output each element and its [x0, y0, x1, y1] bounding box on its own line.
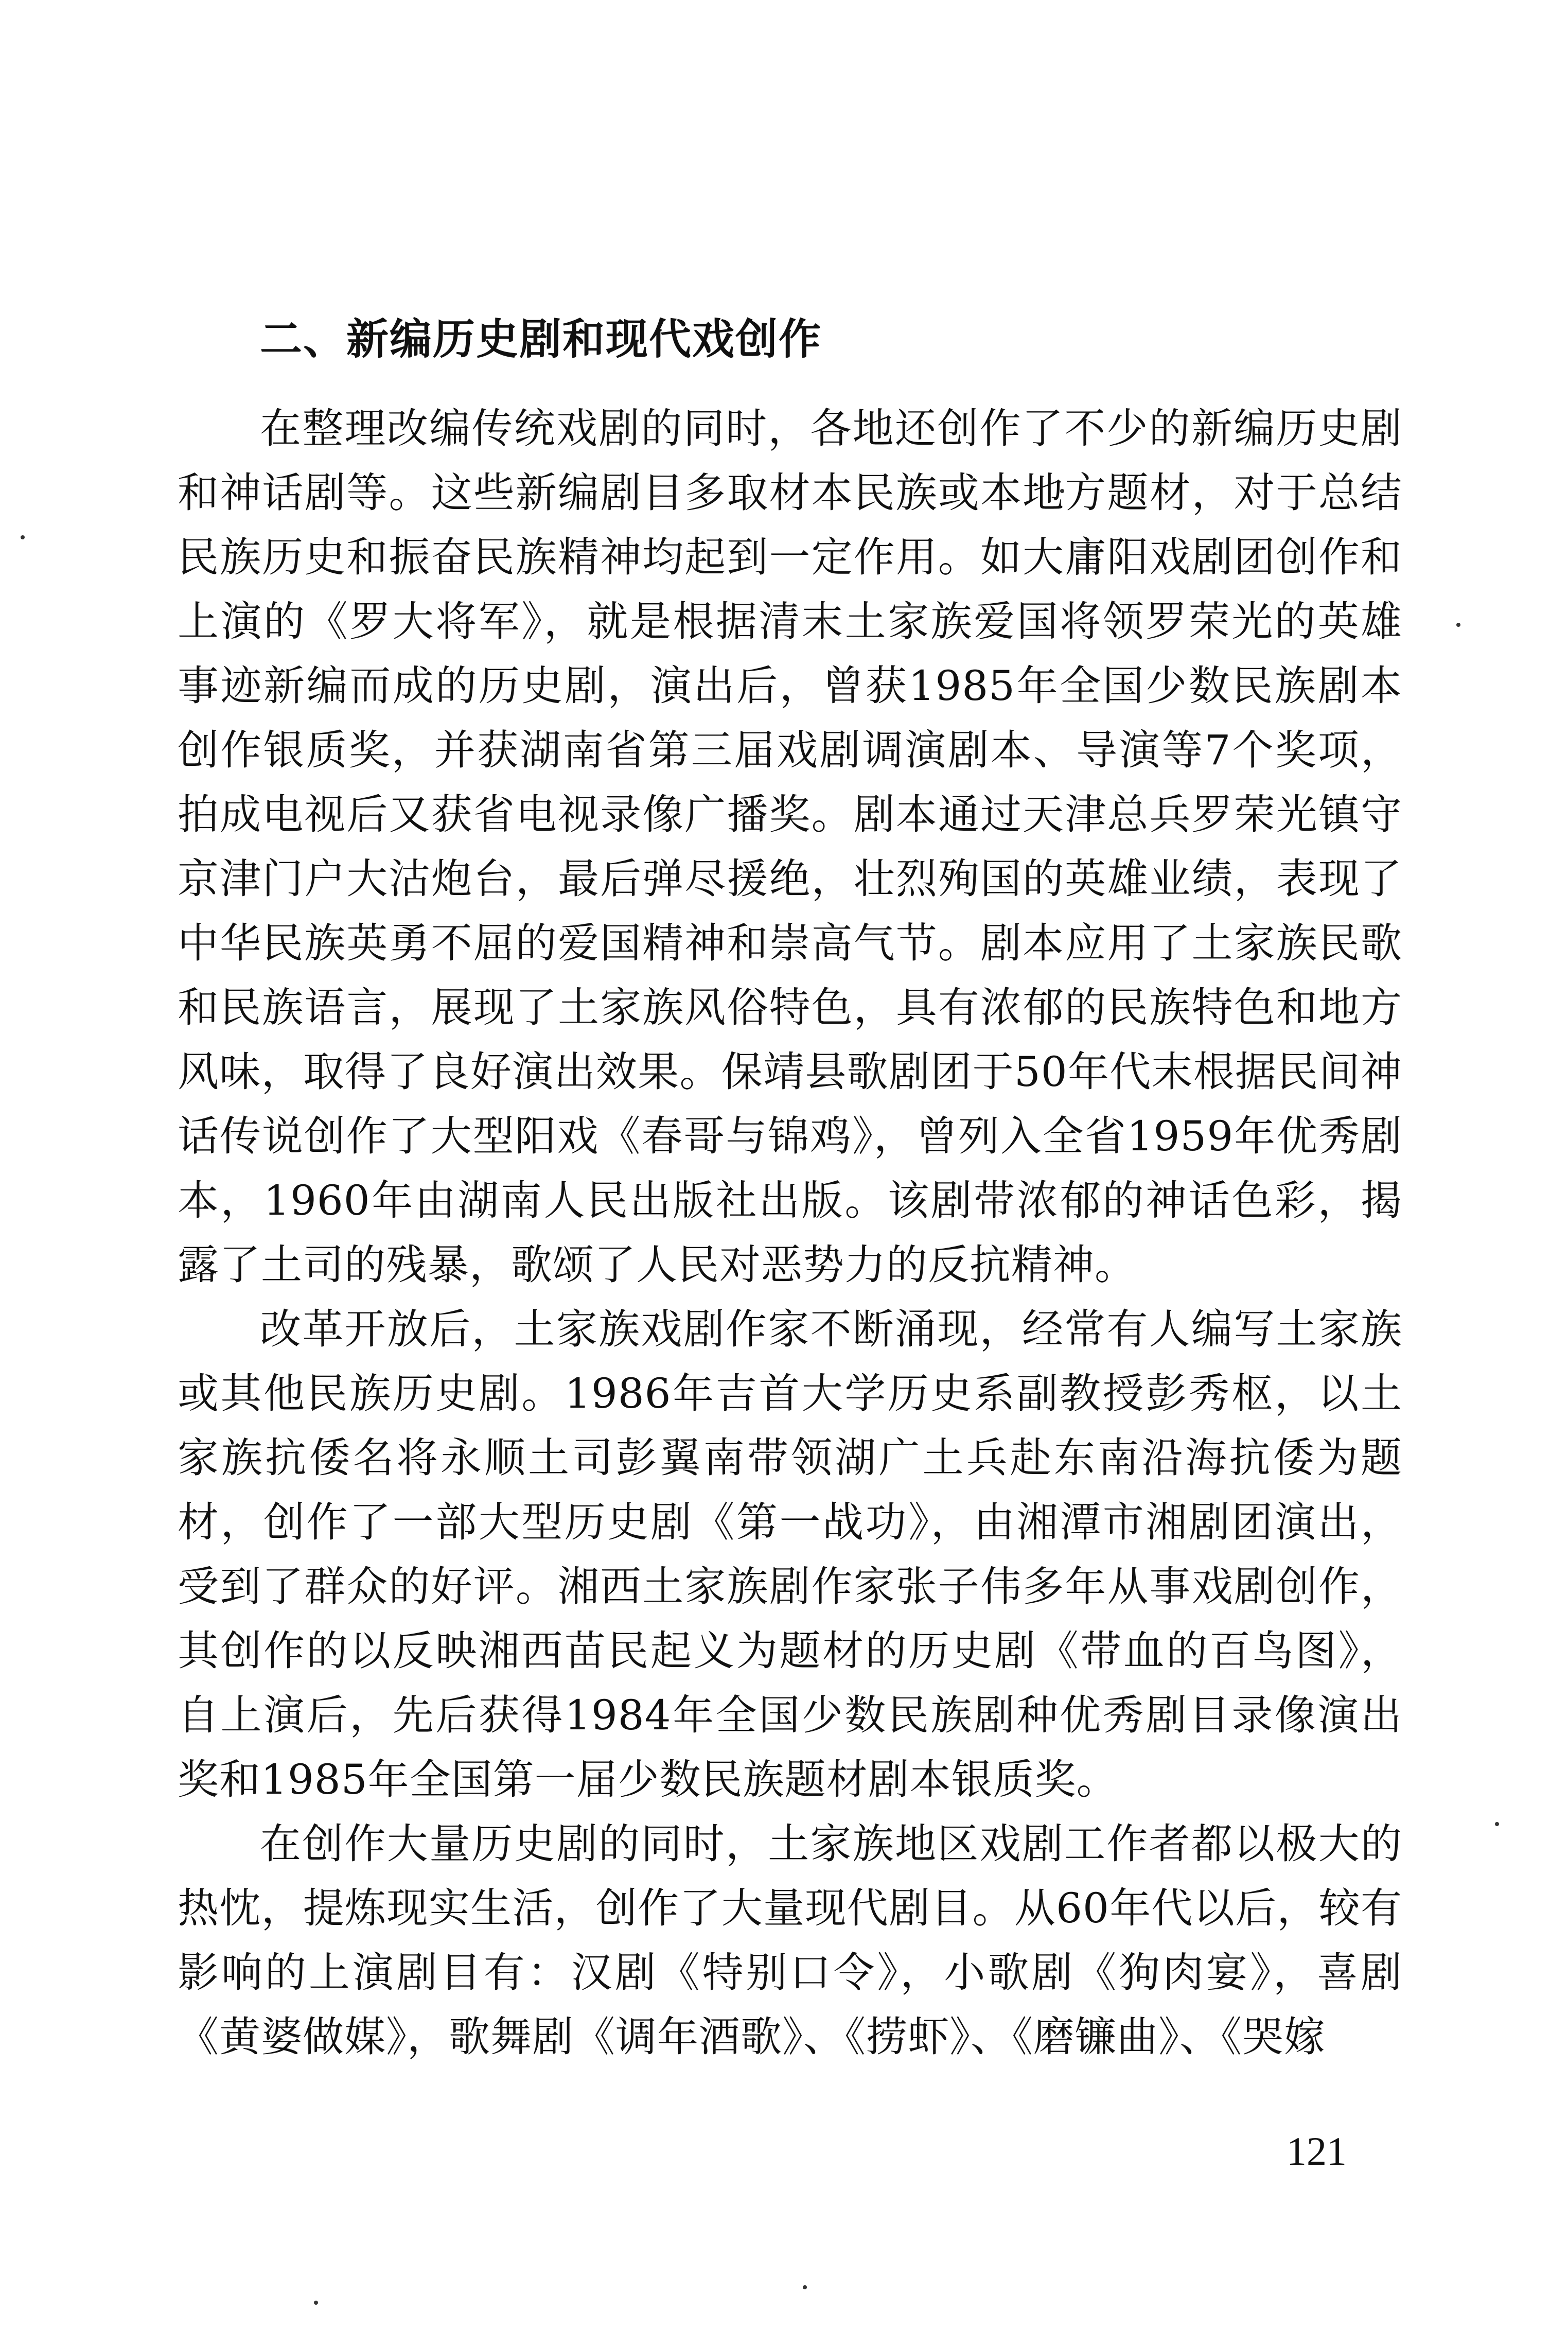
scan-speck: [21, 535, 25, 539]
body-paragraph-1: 在整理改编传统戏剧的同时，各地还创作了不少的新编历史剧和神话剧等。这些新编剧目多取材本民族或本地方题材，对于总结民族历史和振奋民族精神均起到一定作用。如大庸阳戏剧团创作和上演的《罗大将军》，就是根据清末土家族爱国将领罗荣光的英雄事迹新编而成的历史剧，演出后，曾获1985年全国少数民族剧本创作银质奖，并获湖南省第三届戏剧调演剧本、导演等7个奖项，拍成电视后又获省电视录像广播奖。剧本通过天津总兵罗荣光镇守京津门户大沽炮台，最后弹尽援绝，壮烈殉国的英雄业绩，表现了中华民族英勇不屈的爱国精神和崇高气节。剧本应用了土家族民歌和民族语言，展现了土家族风俗特色，具有浓郁的民族特色和地方风味，取得了良好演出效果。保靖县歌剧团于50年代末根据民间神话传说创作了大型阳戏《春哥与锦鸡》，曾列入全省1959年优秀剧本，1960年由湖南人民出版社出版。该剧带浓郁的神话色彩，揭露了土司的残暴，歌颂了人民对恶势力的反抗精神。: [178, 405, 1402, 1289]
page-content: [178, 309, 1402, 2069]
body-paragraph-3: 在创作大量历史剧的同时，土家族地区戏剧工作者都以极大的热忱，提炼现实生活，创作了大量现代剧目。从60年代以后，较有影响的上演剧目有：汉剧《特别口令》，小歌剧《狗肉宴》，喜剧《黄婆做媒》，歌舞剧《调年酒歌》、《捞虾》、《磨镰曲》、《哭嫁: [178, 1820, 1402, 2061]
scan-speck: [314, 2301, 318, 2305]
scan-speck: [1495, 1822, 1499, 1826]
section-heading: 二、新编历史剧和现代戏创作: [260, 315, 822, 364]
scan-speck: [803, 2285, 807, 2289]
scan-speck: [1456, 623, 1460, 627]
body-paragraph-2: 改革开放后，土家族戏剧作家不断涌现，经常有人编写土家族或其他民族历史剧。1986年吉首大学历史系副教授彭秀枢，以土家族抗倭名将永顺土司彭翼南带领湖广土兵赴东南沿海抗倭为题材，创作了一部大型历史剧《第一战功》，由湘潭市湘剧团演出，受到了群众的好评。湘西土家族剧作家张子伟多年从事戏剧创作，其创作的以反映湘西苗民起义为题材的历史剧《带血的百鸟图》，自上演后，先后获得1984年全国少数民族剧种优秀剧目录像演出奖和1985年全国第一届少数民族题材剧本银质奖。: [178, 1305, 1402, 1803]
page-number: 121: [1287, 2129, 1347, 2174]
